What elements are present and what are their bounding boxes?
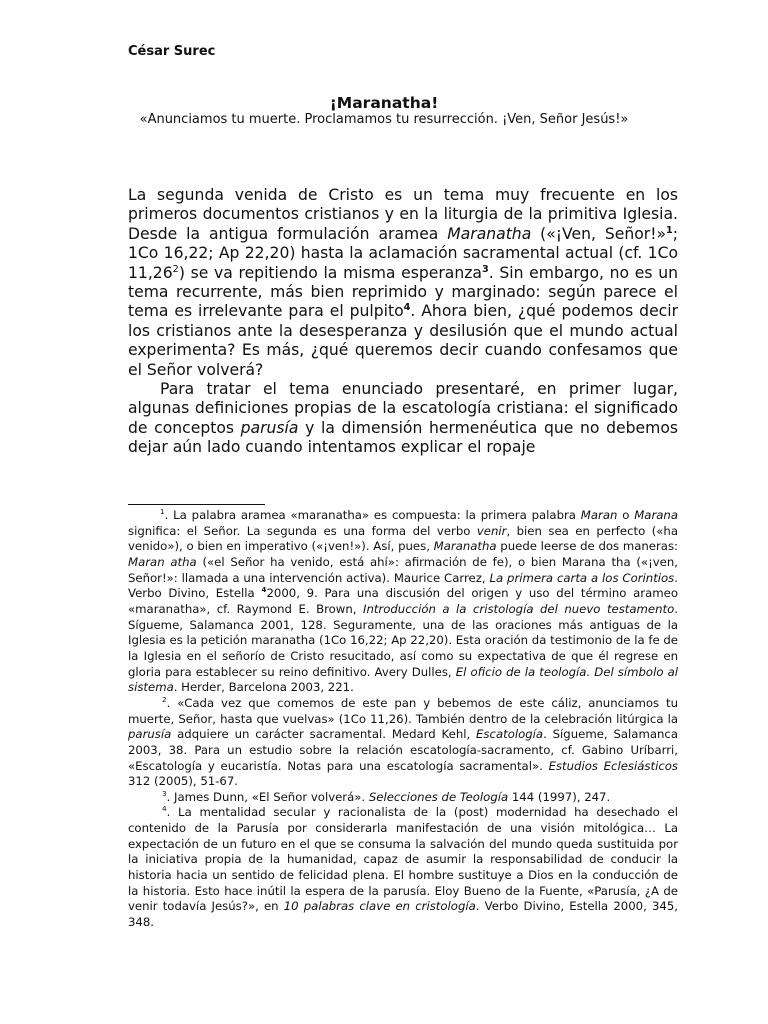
italic-text: parusía	[240, 418, 299, 437]
footnote-ref: 4	[403, 302, 411, 314]
text-run: La segunda venida de Cristo es un tema muy frecuente en los primeros documentos cristianos y en la liturgia de la primitiva Iglesia. Desde la antigua formulación aramea	[128, 186, 678, 243]
text-run: 144 (1997), 247.	[508, 789, 611, 804]
footnote-ref: 4	[162, 804, 167, 814]
italic-text: Selecciones de Teología	[368, 789, 509, 804]
text-run: . Verbo Divino, Estella	[128, 570, 678, 601]
footnote	[128, 790, 678, 806]
text-run: . Verbo Divino, Estella 2000, 345, 348.	[128, 899, 679, 930]
text-run: y la dimensión hermenéutica que no debemos dejar aún lado cuando intentamos explicar el ropaje	[128, 418, 678, 457]
footnote-ref: 2	[172, 263, 179, 275]
italic-text: parusía	[128, 727, 172, 742]
body-paragraph	[128, 380, 678, 458]
text-run: ; 1Co 16,22; Ap 22,20) hasta la aclamación sacramental actual (cf. 1Co 11,26	[128, 224, 678, 282]
italic-text: Maranatha	[447, 224, 532, 243]
text-run: puede leerse de dos maneras:	[496, 539, 678, 554]
italic-text: Marana	[634, 508, 678, 522]
italic-text: Maran atha	[128, 554, 197, 569]
body-paragraph	[128, 186, 678, 380]
document-title: ¡Maranatha!	[329, 94, 439, 112]
italic-text: Estudios Eclesiásticos	[548, 758, 678, 773]
text-run: o	[617, 508, 635, 522]
text-run: ) se va repitiendo la misma esperanza	[178, 263, 482, 282]
footnote	[128, 696, 678, 790]
text-run: adquiere un carácter sacramental. Medard Kehl,	[171, 727, 477, 742]
footnote-ref: 1	[160, 507, 165, 517]
footnote-ref: 2	[162, 694, 167, 704]
italic-text: Escatología	[476, 727, 544, 742]
text-run: . James Dunn, «El Señor volverá».	[166, 789, 369, 804]
text-run: . Sígueme, Salamanca 2001, 128. Seguramente, una de las oraciones más antiguas de la Iglesia es la petición maranatha (1Co 16,22; Ap 22,20). Esta oración da testimonio de la fe de la Iglesia en el señorío de Cristo resucitado, así como su expectativa de que él regrese en gloria para establecer su reino definitivo. Avery Dulles,	[128, 601, 678, 679]
footnote	[128, 508, 678, 696]
italic-text: 10 palabras clave en cristología	[283, 899, 476, 914]
text-run: , bien sea en perfecto («ha venido»), o bien en imperativo («¡ven!»). Así, pues,	[128, 523, 678, 554]
footnotes	[128, 508, 678, 931]
italic-text: El oficio de la teología. Del símbolo al sistema	[128, 664, 678, 695]
document-subtitle: «Anunciamos tu muerte. Proclamamos tu resurrección. ¡Ven, Señor Jesús!»	[139, 112, 629, 127]
text-run: («el Señor ha venido, está ahí»: afirmación de fe), o bien Marana tha («¡ven, Señor!»: llamada a una intervención activa). Maurice Carrez,	[128, 554, 678, 585]
text-run: . Herder, Barcelona 2003, 221.	[173, 680, 354, 695]
text-run: («¡Ven, Señor!»	[531, 224, 666, 243]
text-run: . Sígueme, Salamanca 2003, 38. Para un estudio sobre la relación escatología-sacramento, cf. Gabino Uríbarri, «Escatología y eucaristía. Notas para una escatología sacramental».	[128, 727, 678, 773]
text-run: significa: el Señor. La segunda es una forma del verbo	[128, 523, 477, 538]
italic-text: Introducción a la cristología del nuevo testamento	[363, 601, 675, 616]
footnote	[128, 805, 678, 930]
author-name: César Surec	[128, 44, 216, 59]
footnote-ref: 4	[261, 585, 267, 595]
text-run: . «Cada vez que comemos de este pan y bebemos de este cáliz, anunciamos tu muerte, Señor, hasta que vuelvas» (1Co 11,26). También dentro de la celebración litúrgica la	[128, 695, 678, 726]
text-run: 2000, 9. Para una discusión del origen y uso del término arameo «maranatha», cf. Raymond E. Brown,	[128, 586, 678, 616]
italic-text: venir	[476, 523, 507, 538]
text-run: Para tratar el tema enunciado presentaré, en primer lugar, algunas definiciones propias de la escatología cristiana: el significado de conceptos	[128, 380, 678, 437]
italic-text: La primera carta a los Corintios	[489, 570, 675, 585]
italic-text: Maranatha	[433, 539, 497, 554]
footnote-separator	[128, 504, 265, 505]
text-run: . La mentalidad secular y racionalista de la (post) modernidad ha desechado el contenido de la Parusía por considerarla manifestación de una visión mitológica… La expectación de un futuro en el que se consuma la salvación del mundo queda sustituida por la iniciativa propia de la humanidad, capaz de asumir la responsabilidad de conducir la historia hacia un sentido de felicidad plena. El hombre sustituye a Dios en la conducción de la historia. Esto hace inútil la espera de la parusía. Eloy Bueno de la Fuente, «Parusía, ¿A de venir todavía Jesús?», en	[128, 805, 678, 914]
body-text	[128, 186, 678, 458]
text-run: . La palabra aramea «maranatha» es compuesta: la primera palabra	[164, 508, 581, 522]
italic-text: Maran	[580, 508, 618, 522]
footnote-ref: 3	[162, 788, 167, 798]
text-run: . Ahora bien, ¿qué podemos decir los cristianos ante la desesperanza y desilusión que el mundo actual experimenta? Es más, ¿qué queremos decir cuando confesamos que el Señor volverá?	[128, 302, 678, 379]
footnote-ref: 3	[481, 263, 489, 275]
footnote-ref: 1	[666, 224, 673, 236]
text-run: . Sin embargo, no es un tema recurrente, más bien reprimido y marginado: según parece el tema es irrelevante para el pulpito	[128, 263, 678, 321]
text-run: 312 (2005), 51-67.	[128, 774, 238, 789]
